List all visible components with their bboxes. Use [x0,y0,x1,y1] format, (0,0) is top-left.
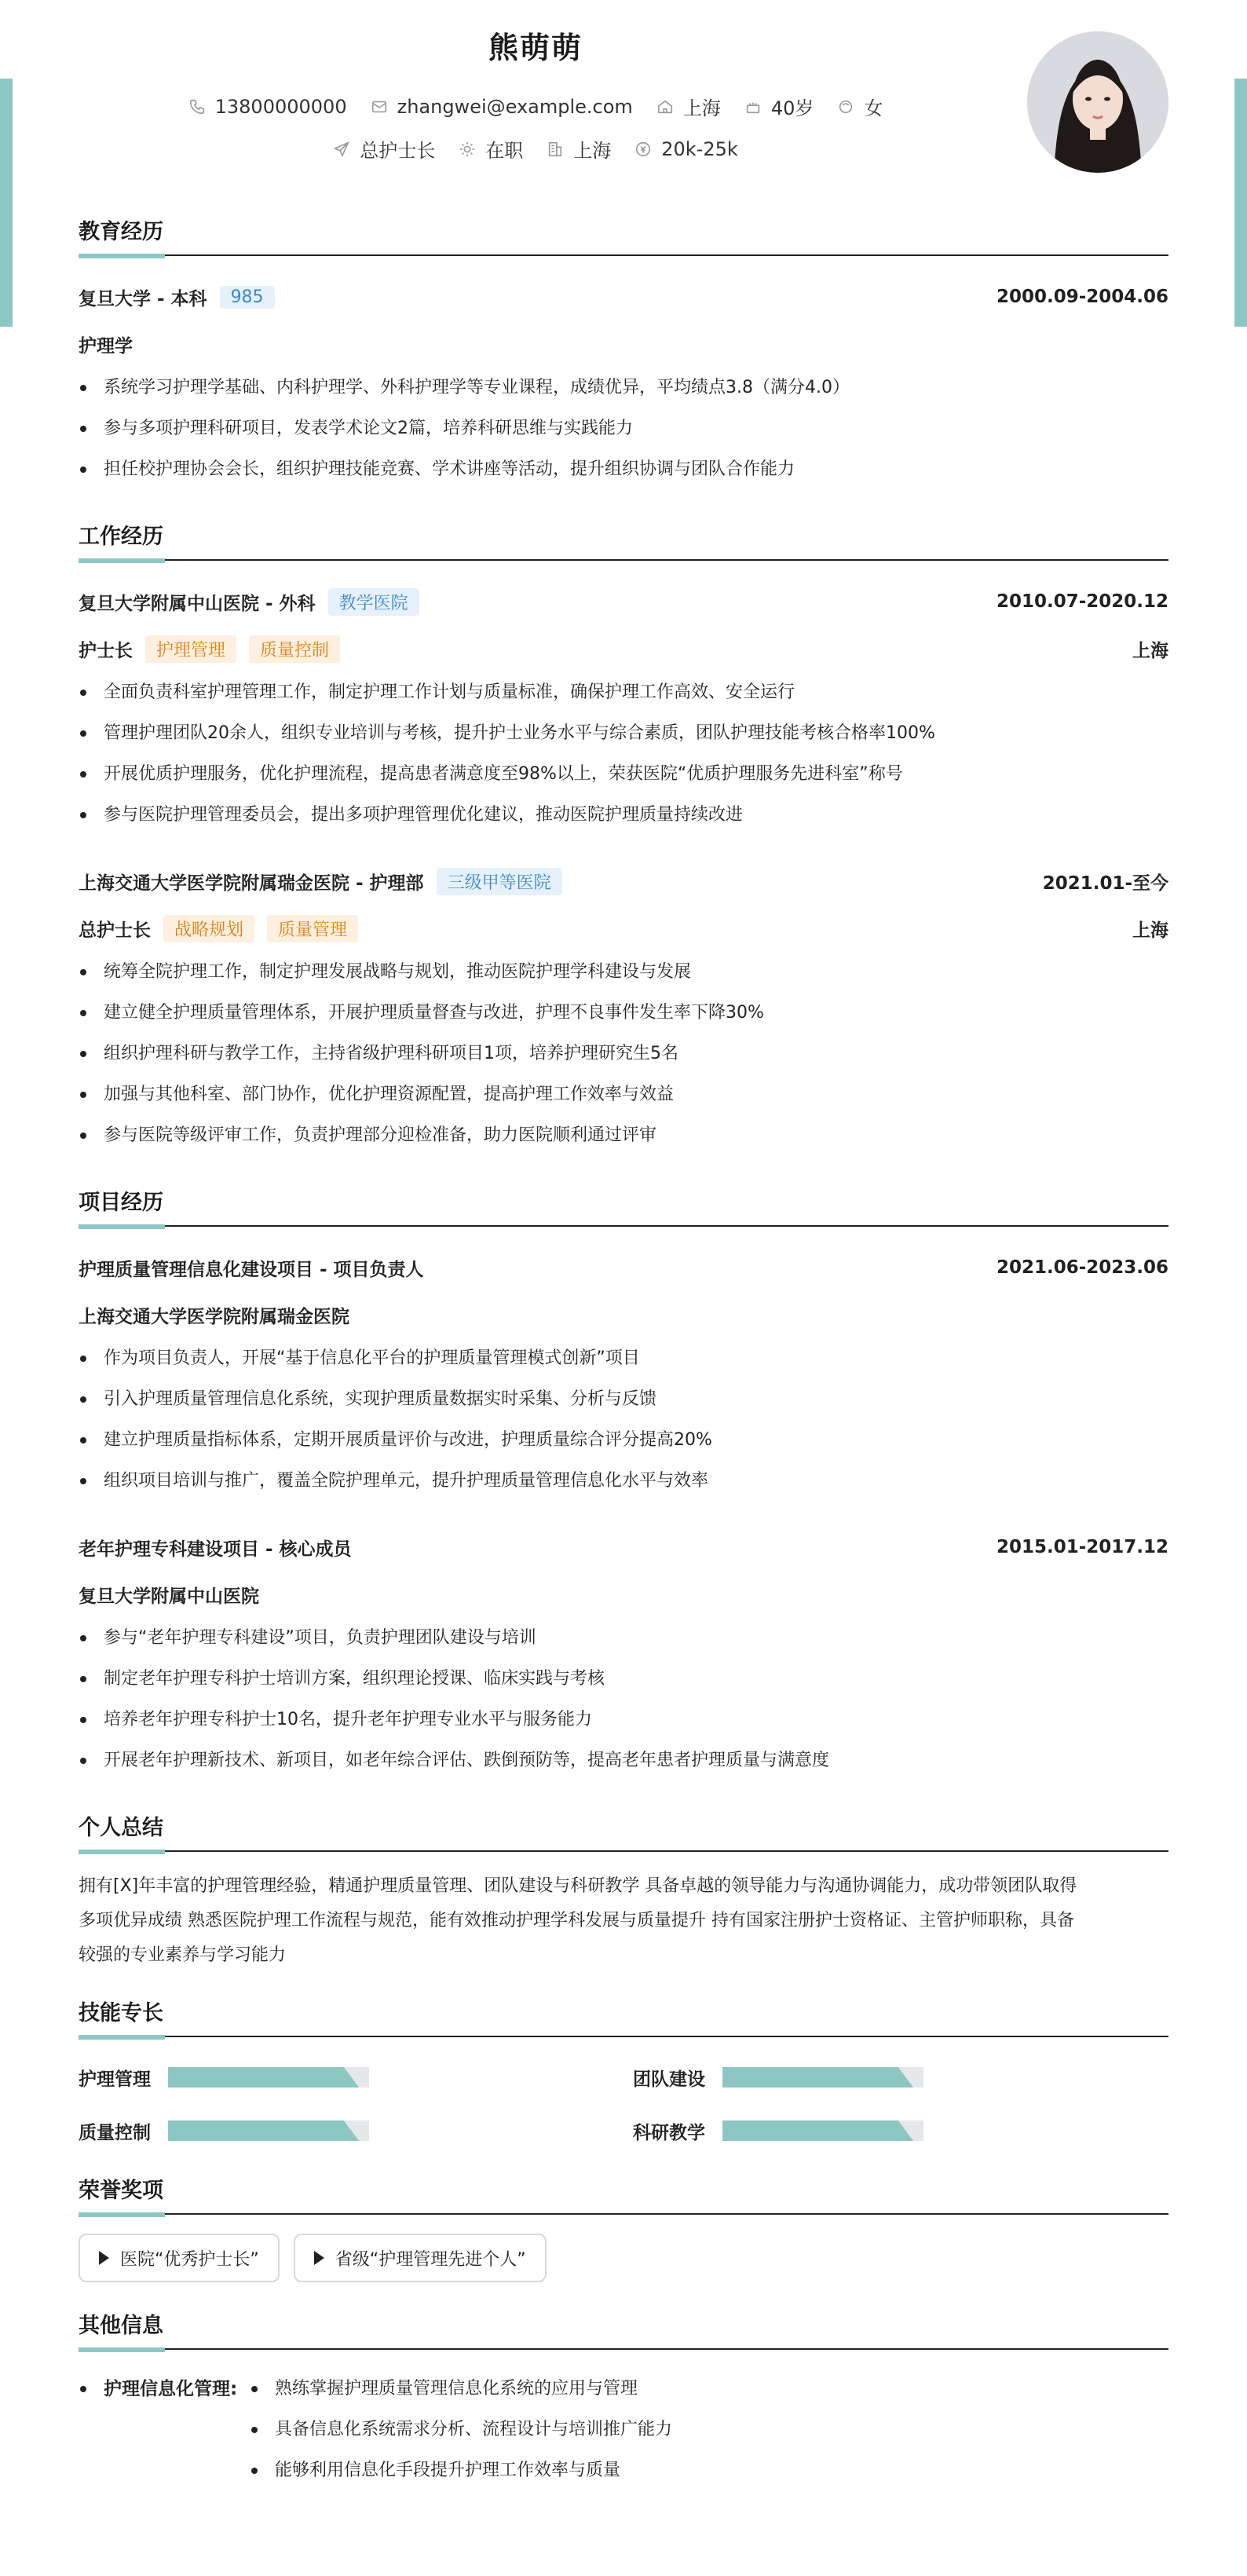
job-2-org: 上海交通大学医学院附属瑞金医院 - 护理部 [79,873,424,894]
honor-text: 医院“优秀护士长” [120,2249,259,2270]
skill-fill [722,2120,913,2141]
project-1-date: 2021.06-2023.06 [996,1257,1168,1278]
project-2-org-row [79,1571,1168,1618]
resume-header [79,0,1168,188]
other-content [79,2350,1168,2491]
honors-list [79,2215,1168,2282]
skill-fill [168,2067,359,2088]
skill-bar [168,2067,369,2088]
city-item [547,135,611,163]
resume-page [79,0,1168,2491]
list-item: 系统学习护理学基础、内科护理学、外科护理学等专业课程，成绩优异，平均绩点3.8（满分4.0） [79,368,1168,408]
email-item [371,96,633,118]
skill-bar [168,2120,369,2141]
phone-icon [188,98,206,115]
list-item: 担任校护理协会会长，组织护理技能竞赛、学术讲座等活动，提升组织协调与团队合作能力 [79,449,1168,490]
position-text: 总护士长 [360,140,436,162]
projects-section [79,1186,1168,1781]
city-text: 上海 [573,140,612,162]
list-item: 开展优质护理服务，优化护理流程，提高患者满意度至98%以上，荣获医院“优质护理服务先进科室”称号 [79,754,1168,795]
list-item: 参与医院护理管理委员会，提出多项护理管理优化建议，推动医院护理质量持续改进 [79,795,1168,836]
salary-item [634,138,738,160]
skill-fill [722,2067,913,2088]
home-icon [656,98,674,115]
school-tag: 985 [220,286,275,309]
education-section [79,215,1168,490]
skill-label: 护理管理 [79,2069,151,2090]
status-text: 在职 [485,140,524,162]
work-section [79,520,1168,1156]
skill-item [633,2111,1168,2150]
location-item [656,93,721,120]
phone-text: 13800000000 [214,95,347,118]
status-item [459,135,523,163]
candidate-name: 熊萌萌 [488,31,583,65]
phone-item [188,96,347,118]
list-item: 建立健全护理质量管理体系，开展护理质量督查与改进，护理不良事件发生率下降30% [79,993,1168,1034]
skill-item [633,2058,1168,2097]
job-intent-row [79,135,993,163]
school-name: 复旦大学 - 本科 [79,288,207,309]
other-bullets [250,2369,672,2491]
projects-title: 项目经历 [79,1186,1168,1227]
job-2-role-row [79,905,1168,952]
job-2-tag: 三级甲等医院 [437,868,562,895]
skills-title: 技能专长 [79,1996,1168,2037]
education-title: 教育经历 [79,215,1168,256]
list-item: 参与“老年护理专科建设”项目，负责护理团队建设与培训 [79,1618,1168,1659]
list-item: 全面负责科室护理管理工作，制定护理工作计划与质量标准，确保护理工作高效、安全运行 [79,672,1168,713]
gender-text: 女 [864,97,883,119]
contact-row [79,93,993,120]
salary-text: 20k-25k [661,137,738,160]
job-2-location: 上海 [1132,920,1168,941]
location-text: 上海 [682,97,721,119]
job-2-role-tag: 战略规划 [163,915,254,942]
project-1-org-row [79,1291,1168,1338]
honors-section [79,2174,1168,2282]
email-text: zhangwei@example.com [397,95,633,118]
project-2-bullets [79,1618,1168,1781]
project-2-head [79,1524,1168,1571]
list-item: 作为项目负责人，开展“基于信息化平台的护理质量管理模式创新”项目 [79,1338,1168,1379]
honor-text: 省级“护理管理先进个人” [335,2249,526,2270]
honors-title: 荣誉奖项 [79,2174,1168,2215]
summary-title: 个人总结 [79,1811,1168,1852]
job-1-role: 护士长 [79,640,133,661]
project-2-name: 老年护理专科建设项目 - 核心成员 [79,1539,352,1560]
project-1-head [79,1244,1168,1291]
building-icon [547,141,564,158]
major-name: 护理学 [79,335,133,357]
job-1-role-tag: 护理管理 [145,635,236,663]
list-item: 统筹全院护理工作，制定护理发展战略与规划，推动医院护理学科建设与发展 [79,952,1168,993]
skills-section [79,1996,1168,2150]
honor-item [294,2234,547,2282]
gender-item [837,93,883,120]
list-item: 管理护理团队20余人，组织专业培训与考核，提升护士业务水平与综合素质，团队护理技能考核合格率100% [79,713,1168,754]
honor-item [79,2234,280,2282]
project-1-org: 上海交通大学医学院附属瑞金医院 [79,1306,349,1327]
skill-bar [722,2120,923,2141]
skill-bar [722,2067,923,2088]
job-1-role-row [79,625,1168,672]
send-icon [333,141,350,158]
job-1-org: 复旦大学附属中山医院 - 外科 [79,593,316,614]
age-icon [744,98,762,115]
avatar [1027,31,1168,173]
skill-item [79,2111,633,2150]
list-item: 参与多项护理科研项目，发表学术论文2篇，培养科研思维与实践能力 [79,408,1168,449]
job-1-head [79,578,1168,625]
skill-item [79,2058,633,2097]
play-triangle-icon [314,2251,324,2265]
summary-text [79,1852,1168,1973]
play-triangle-icon [99,2251,109,2265]
job-1-date: 2010.07-2020.12 [996,591,1168,612]
other-label: 护理信息化管理: [79,2369,250,2491]
job-2-role-tag: 质量管理 [267,915,358,942]
list-item: 能够利用信息化手段提升护理工作效率与质量 [250,2450,672,2491]
list-item: 建立护理质量指标体系，定期开展质量评价与改进，护理质量综合评分提高20% [79,1420,1168,1461]
list-item: 组织项目培训与推广，覆盖全院护理单元，提升护理质量管理信息化水平与效率 [79,1461,1168,1502]
education-bullets [79,368,1168,490]
status-icon [459,141,476,158]
list-item: 制定老年护理专科护士培训方案，组织理论授课、临床实践与考核 [79,1659,1168,1700]
age-text: 40岁 [770,97,814,119]
major-row [79,320,1168,368]
skill-label: 科研教学 [633,2122,705,2143]
mail-icon [371,98,388,115]
summary-line: 多项优异成绩 熟悉医院护理工作流程与规范，能有效推动护理学科发展与质量提升 持有国家注册护士资格证、主管护师职称，具备 [79,1911,1074,1930]
project-2-org: 复旦大学附属中山医院 [79,1586,259,1607]
gender-icon [837,98,854,115]
job-2-head [79,858,1168,905]
other-section [79,2309,1168,2491]
list-item: 具备信息化系统需求分析、流程设计与培训推广能力 [250,2410,672,2450]
age-item [744,93,814,120]
job-2-role: 总护士长 [79,920,151,941]
list-item: 开展老年护理新技术、新项目，如老年综合评估、跌倒预防等，提高老年患者护理质量与满意度 [79,1740,1168,1781]
summary-section [79,1811,1168,1973]
work-title: 工作经历 [79,520,1168,561]
job-1-location: 上海 [1132,640,1168,661]
list-item: 培养老年护理专科护士10名，提升老年护理专业水平与服务能力 [79,1700,1168,1740]
position-item [333,135,435,163]
skills-grid [79,2037,1168,2150]
job-2-bullets [79,952,1168,1156]
skill-fill [168,2120,359,2141]
skill-label: 质量控制 [79,2122,151,2143]
avatar-portrait-icon [1027,31,1168,173]
list-item: 熟练掌握护理质量管理信息化系统的应用与管理 [250,2369,672,2410]
project-1-bullets [79,1338,1168,1502]
project-2-date: 2015.01-2017.12 [996,1537,1168,1557]
job-2-date: 2021.01-至今 [1042,873,1168,894]
summary-line: 较强的专业素养与学习能力 [79,1945,287,1965]
other-title: 其他信息 [79,2309,1168,2350]
education-date: 2000.09-2004.06 [996,287,1168,307]
list-item: 引入护理质量管理信息化系统，实现护理质量数据实时采集、分析与反馈 [79,1379,1168,1420]
right-accent-bar [1234,79,1247,327]
education-entry-head [79,273,1168,320]
job-1-role-tag: 质量控制 [249,635,340,663]
skill-label: 团队建设 [633,2069,705,2090]
salary-icon [634,141,652,158]
list-item: 参与医院等级评审工作，负责护理部分迎检准备，助力医院顺利通过评审 [79,1115,1168,1156]
job-1-tag: 教学医院 [328,588,419,616]
project-1-name: 护理质量管理信息化建设项目 - 项目负责人 [79,1259,424,1280]
left-accent-bar [0,79,13,327]
job-1-bullets [79,672,1168,836]
summary-line: 拥有[X]年丰富的护理管理经验，精通护理质量管理、团队建设与科研教学 具备卓越的领导能力与沟通协调能力，成功带领团队取得 [79,1876,1077,1896]
list-item: 加强与其他科室、部门协作，优化护理资源配置，提高护理工作效率与效益 [79,1074,1168,1115]
list-item: 组织护理科研与教学工作，主持省级护理科研项目1项，培养护理研究生5名 [79,1034,1168,1074]
